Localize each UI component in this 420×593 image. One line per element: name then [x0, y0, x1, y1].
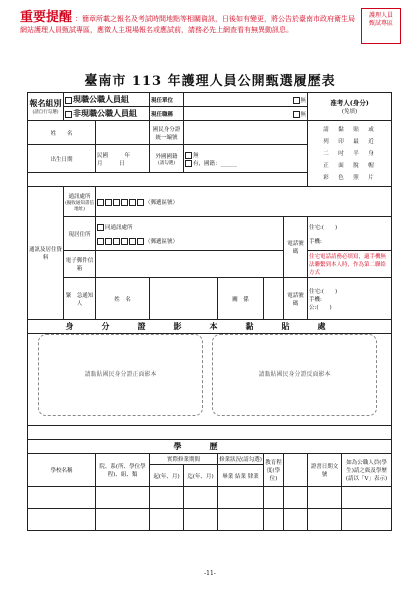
apply-group-label: 報名組別: [29, 98, 62, 108]
photo-area: 請 黏 貼 或 列 印 最 近 二 吋 半 身 正 面 脫 帽 彩 色 照 片: [308, 121, 392, 187]
foreign-label-cell: 外國國籍 (請勾選): [150, 145, 184, 173]
stamp-line-1: 護理人員: [368, 12, 393, 19]
page-title: 臺南市 113 年護理人員公開甄選履歷表: [84, 74, 336, 89]
notice: [20, 12, 355, 36]
education-header: 學歷: [28, 440, 392, 454]
phone-note: 住宅電話請務必填寫，適手機無法聯繫到本人時，作為第二聯絡方式: [308, 251, 392, 278]
email-field[interactable]: [96, 251, 284, 278]
edu-to-header: 迄(年、月): [184, 465, 218, 487]
apply-option-1[interactable]: 現職公職人員組: [64, 93, 150, 107]
checkbox-icon[interactable]: [65, 97, 72, 104]
home-address-field[interactable]: 同通訊處所 （郵遞區號）: [96, 217, 284, 251]
apply-group-cell: [28, 93, 64, 121]
mail-label-cell: 通訊處所 (擬收通知書信地址): [64, 187, 96, 217]
id-number-label: 國民身分證統一編號: [150, 121, 184, 145]
notice-heading: 重要提醒: [20, 10, 73, 25]
edu-school-header: 學校名稱: [28, 454, 96, 487]
edu-period-header: 實際修業期間: [150, 454, 218, 465]
emergency-relation-label: 關 係: [218, 278, 264, 320]
edu-status-options: 畢業 結業 肄業: [218, 465, 264, 487]
foreign-field[interactable]: 無 有，國籍：______: [184, 145, 308, 173]
contact-group-label: 通訊及居住資料: [28, 187, 64, 320]
exam-zone-stamp: [361, 8, 401, 44]
id-copy-header: 身分證影本黏貼處: [28, 320, 392, 334]
edu-cert-header: 證書日期文號: [308, 454, 342, 487]
current-title-field[interactable]: 無: [184, 107, 308, 121]
edu-overseas-header: 如為公職人員(學生)請之級及學歷 (請以「V」表示): [342, 454, 392, 487]
birth-field[interactable]: 民國 年 月 日: [96, 145, 150, 173]
edu-from-header: 起(年、月): [150, 465, 184, 487]
id-front-placeholder: 請黏貼國民身分證正面影本: [38, 334, 203, 416]
edu-status-header: 修業狀況(請勾選): [218, 454, 264, 465]
id-number-field[interactable]: [184, 121, 308, 145]
checkbox-icon[interactable]: [65, 111, 72, 118]
current-unit-field[interactable]: 無: [184, 93, 308, 107]
apply-group-hint: (請自行勾選): [32, 110, 59, 115]
emergency-name-field[interactable]: [150, 278, 218, 320]
phone-group-label: 電話號碼: [284, 217, 308, 278]
birth-label: 出生日期: [28, 145, 96, 173]
stamp-line-2: 甄試專區: [368, 20, 393, 27]
table-row[interactable]: [28, 509, 392, 531]
applicant-number-cell: 准考人(身分) (免填): [308, 93, 392, 121]
edu-dept-header: 院、系(所、學位學程)、組、類: [96, 454, 150, 487]
name-field[interactable]: [96, 121, 150, 145]
email-label: 電子郵件信 箱: [64, 251, 96, 278]
home-phone-field[interactable]: 住宅:( ) 手機:: [308, 217, 392, 251]
emergency-name-label: 姓 名: [96, 278, 150, 320]
name-label: 姓 名: [28, 121, 96, 145]
mail-address-field[interactable]: （郵遞區號）: [96, 187, 392, 217]
home-label: 現居住所: [64, 217, 96, 251]
table-row[interactable]: [28, 487, 392, 509]
emergency-label: 緊 急通知人: [64, 278, 96, 320]
emergency-relation-field[interactable]: [264, 278, 284, 320]
current-title-label: 現任職稱: [150, 107, 184, 121]
emergency-phone-group: 電話號碼: [284, 278, 308, 320]
emergency-phone-field[interactable]: 住宅:( ) 手機: 公:( ): [308, 278, 392, 320]
application-form: [27, 92, 392, 531]
current-unit-label: 現任單位: [150, 93, 184, 107]
id-back-placeholder: 請黏貼國民身分證反面影本: [212, 334, 377, 416]
notice-text: ：簡章所載之報名及考試時間地點等相關資訊，日後如有變更，將公告於臺南市政府衛生局網站護理人員甄試專區，應徵人主現場報名或應試前，請務必先上網查看有無異動訊息。: [20, 15, 356, 34]
apply-option-2[interactable]: 非現職公職人員組: [64, 107, 150, 121]
edu-degree-header: 教育程度(學位): [264, 454, 284, 487]
page-number: -11-: [204, 570, 216, 577]
